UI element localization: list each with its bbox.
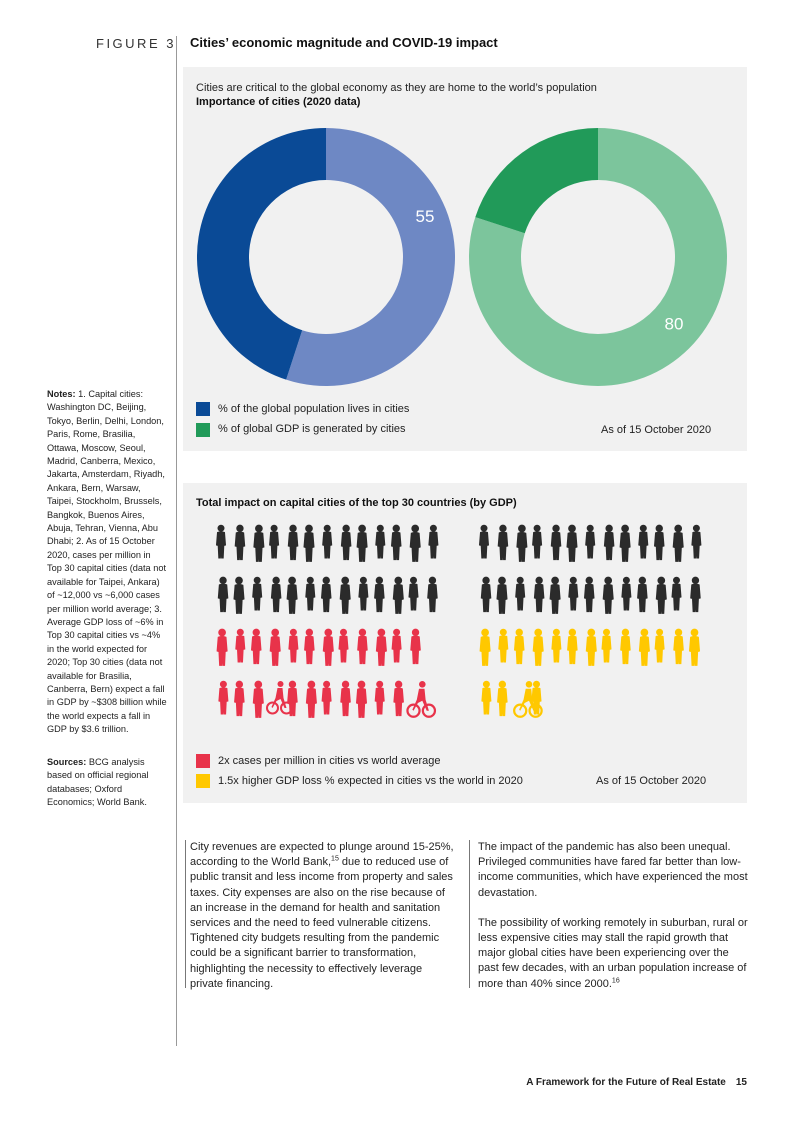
person-figure (482, 681, 491, 714)
person-figure (375, 681, 384, 714)
figure-title: Cities’ economic magnitude and COVID-19 impact (190, 35, 498, 50)
person-figure (499, 629, 508, 662)
person-figure (270, 629, 280, 665)
person-figure (409, 577, 418, 610)
figure-sources (47, 756, 167, 810)
person-figure (253, 681, 263, 717)
person-figure (392, 525, 401, 559)
person-figure (480, 525, 489, 558)
body-col2-paragraph-2: The possibility of working remotely in suburban, rural or less expensive cities may stall the rapid growth that major global cities have been experiencing over the past few decades, with an urban population increase of more than 40% since 2000. (478, 916, 748, 990)
figure-label: FIGURE 3 (96, 36, 176, 51)
person-figure (394, 681, 403, 715)
person-figure (306, 681, 316, 717)
page-number: 15 (735, 1077, 747, 1088)
person-figure (586, 629, 596, 665)
person-figure (620, 525, 630, 561)
panel2-heading: Total impact on capital cities of the top 30 countries (by GDP) (196, 497, 517, 509)
person-figure (306, 577, 315, 610)
person-figure (498, 525, 507, 559)
person-figure (639, 525, 648, 558)
person-figure (411, 629, 420, 663)
people-pictogram (183, 515, 747, 740)
person-figure (656, 577, 666, 613)
gdp-value-label: 80 (664, 314, 684, 334)
person-figure (551, 525, 560, 559)
person-figure (480, 629, 490, 665)
person-figure (218, 577, 227, 611)
person-figure (655, 629, 664, 662)
person-figure (288, 681, 297, 715)
person-figure (602, 629, 611, 662)
person-figure (323, 629, 333, 665)
person-figure (359, 577, 368, 610)
panel1-as-of: As of 15 October 2020 (601, 424, 712, 436)
person-figure (690, 629, 700, 665)
person-figure (236, 629, 245, 662)
person-figure (271, 577, 280, 611)
person-figure (252, 629, 261, 663)
person-figure (305, 629, 314, 663)
person-figure (219, 681, 228, 714)
legend-swatch-population (196, 402, 210, 416)
person-figure (235, 525, 244, 559)
figure-notes (47, 388, 167, 737)
legend-swatch-gdp (196, 423, 210, 437)
person-figure (410, 525, 420, 561)
person-figure (481, 577, 490, 611)
panel1-subtitle: Cities are critical to the global economy as they are home to the world’s population (196, 82, 597, 94)
person-figure (376, 629, 386, 665)
person-figure (323, 525, 332, 558)
person-figure (534, 577, 543, 611)
person-figure (289, 629, 298, 662)
person-figure (217, 525, 226, 558)
person-figure (341, 681, 350, 715)
body-col1-text: City revenues are expected to plunge around 15-25%, according to the World Bank, (190, 841, 454, 869)
column2-rule (469, 840, 470, 988)
person-figure (533, 629, 543, 665)
person-figure (392, 629, 401, 662)
notes-text: 1. Capital cities: Washington DC, Beijing, Tokyo, Berlin, Delhi, London, Paris, Rome, Brasilia, Ottawa, Moscow, Seoul, Madrid, Canberra, Mexico, Jakarta, Amsterdam, Riyadh, Ankara, Bern, Warsaw, Taipei, Stockholm, Brussels, Bangkok, Buenos Aires, Abuja, Tehran, Vienna, Abu Dhabi; 2. As of 15 October 2020, cases per million in Top 30 capital cities (data not available for Taipei, Ankara) of ~12,000 vs ~6,000 cases per million world average; 3. Average GDP loss of ~6% in Top 30 capital cities vs ~4% in the world expected for 2020; Top 30 cities (data not available for Brasilia, Canberra, Bern) expect a fall in GDP by ~$308 billion while the world expects a fall in GDP by $3.6 trillion. (47, 389, 167, 735)
person-figure (322, 577, 331, 611)
person-figure (393, 577, 403, 613)
person-figure (253, 577, 262, 610)
sources-label: Sources: (47, 757, 87, 767)
person-figure (428, 577, 437, 611)
footnote-ref-15: 15 (331, 855, 339, 863)
page-footer (526, 1077, 747, 1088)
body-col2-paragraph-1: The impact of the pandemic has also been unequal. Privileged communities have fared far better than low-income communities, which have experienced the most devastation. (478, 841, 748, 899)
person-figure (655, 525, 664, 559)
person-figure (516, 577, 525, 610)
person-figure (357, 681, 367, 717)
person-figure (339, 629, 348, 662)
person-figure (568, 629, 577, 663)
figure-rule (176, 36, 177, 1046)
legend-swatch-gdp-loss (196, 774, 210, 788)
person-figure (234, 577, 244, 613)
column1-rule (185, 840, 186, 988)
person-figure (304, 525, 314, 561)
person-figure (376, 525, 385, 558)
legend-swatch-cases (196, 754, 210, 768)
person-figure (375, 577, 384, 611)
person-figure (692, 525, 701, 558)
panel2-as-of: As of 15 October 2020 (596, 775, 707, 787)
sources-text: BCG analysis based on official regional databases; Oxford Economics; World Bank. (47, 757, 149, 808)
footer-title: A Framework for the Future of Real Estate (526, 1077, 726, 1088)
person-figure (639, 629, 649, 665)
person-figure (429, 525, 438, 558)
notes-label: Notes: (47, 389, 76, 399)
person-figure (322, 681, 331, 714)
person-figure (674, 629, 683, 663)
person-figure (217, 629, 227, 665)
person-figure (585, 577, 594, 611)
person-figure (569, 577, 578, 610)
body-column-2 (478, 840, 748, 1007)
person-figure (270, 525, 279, 558)
person-figure (673, 525, 683, 561)
person-figure (622, 577, 631, 610)
population-donut (197, 128, 455, 386)
panel1-heading: Importance of cities (2020 data) (196, 96, 361, 108)
person-figure (254, 525, 264, 561)
gdp-slice-1 (475, 128, 598, 233)
person-figure (357, 525, 367, 561)
person-figure (341, 525, 350, 559)
person-figure (533, 525, 542, 558)
person-figure (358, 629, 367, 663)
footnote-ref-16: 16 (611, 976, 620, 984)
gdp-donut (469, 128, 727, 386)
person-figure (603, 577, 613, 613)
person-figure (691, 577, 700, 611)
person-figure (498, 681, 507, 715)
person-figure (340, 577, 350, 613)
person-figure (287, 577, 297, 613)
body-column-1 (190, 840, 458, 1007)
body-col1-cont: due to reduced use of public transit and less income from property and sales taxes. City expenses are also on the rise because of an increase in the demand for health and sanitation services and the need to feed vulnerable citizens. Tightened city budgets resulting from the pandemic could be a significant barrier to transformation, highlighting the necessity to effectively leverage private financing. (190, 856, 453, 990)
people-group-left (217, 525, 438, 717)
person-figure (517, 525, 527, 561)
population-value-label: 55 (415, 206, 435, 226)
person-figure (621, 629, 630, 663)
person-figure (567, 525, 577, 561)
donut-charts (183, 110, 747, 400)
legend-label-population: % of the global population lives in cities (218, 403, 410, 415)
person-figure (604, 525, 613, 559)
person-figure (497, 577, 507, 613)
person-figure (672, 577, 681, 610)
legend-label-cases: 2x cases per million in cities vs world average (218, 755, 441, 767)
person-figure (586, 525, 595, 558)
person-figure (638, 577, 647, 611)
person-figure (235, 681, 244, 715)
person-figure (515, 629, 524, 663)
person-figure (552, 629, 561, 662)
person-figure (550, 577, 560, 613)
cyclist-figure (407, 681, 435, 717)
legend-label-gdp-loss: 1.5x higher GDP loss % expected in cities vs the world in 2020 (218, 775, 523, 787)
people-group-right (480, 525, 701, 717)
person-figure (288, 525, 297, 559)
legend-label-gdp: % of global GDP is generated by cities (218, 423, 406, 435)
